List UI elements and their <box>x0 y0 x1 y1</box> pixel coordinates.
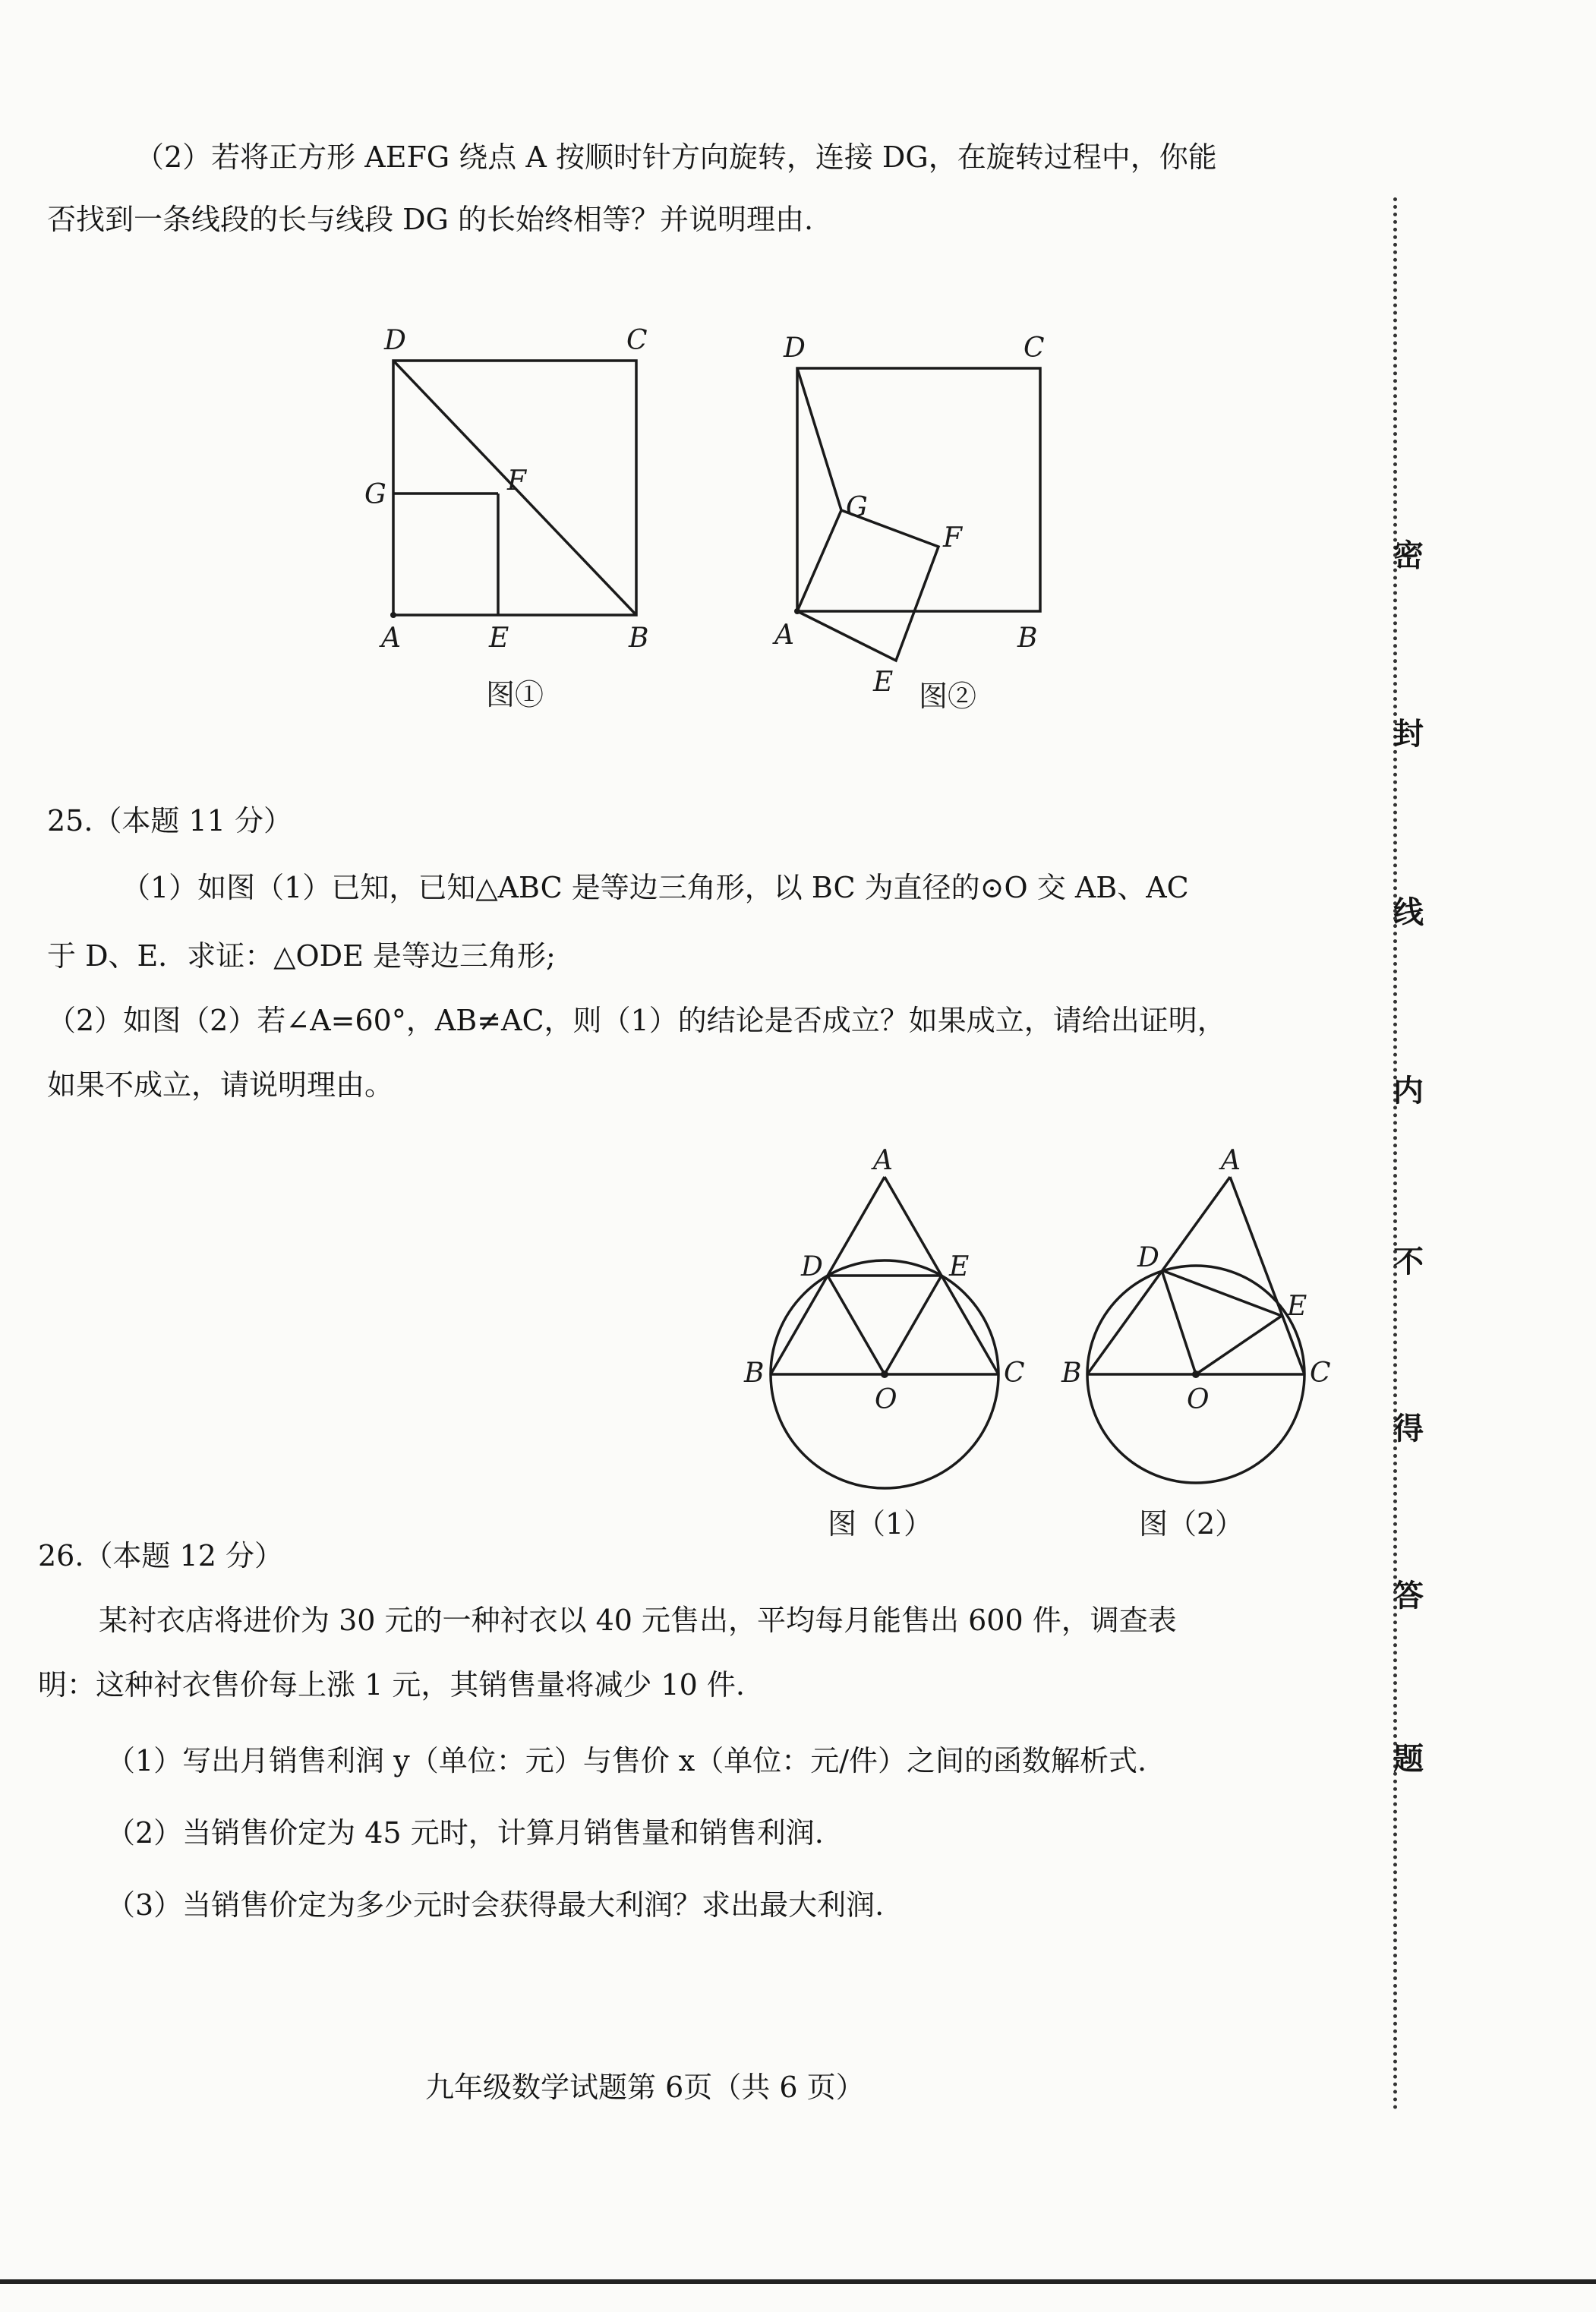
seal-char: 题 <box>1393 1741 1424 1777</box>
point-o-dot <box>1192 1370 1200 1378</box>
q26-part2: （2）当销售价定为 45 元时，计算月销售量和销售利润. <box>106 1816 824 1850</box>
figure-24-2 <box>752 326 1071 721</box>
label-b: B <box>744 1358 765 1389</box>
label-c: C <box>1004 1358 1025 1389</box>
label-b: B <box>1061 1358 1082 1389</box>
figure-24-1 <box>357 319 661 714</box>
seal-char: 不 <box>1393 1244 1424 1279</box>
square-aefg <box>797 510 938 661</box>
label-g: G <box>364 479 386 510</box>
label-d: D <box>1137 1242 1159 1273</box>
label-c: C <box>1310 1358 1331 1389</box>
label-e: E <box>873 667 894 698</box>
segment-oe <box>1196 1316 1282 1374</box>
bottom-rule <box>0 2279 1596 2284</box>
label-f: F <box>507 465 526 497</box>
caption-fig-24-2: 图② <box>919 680 977 713</box>
q25-part2-line1: （2）如图（2）若∠A=60°，AB≠AC，则（1）的结论是否成立？如果成立，请给出证明， <box>47 1004 1226 1037</box>
label-a: A <box>774 620 794 651</box>
q26-part3: （3）当销售价定为多少元时会获得最大利润？求出最大利润. <box>106 1888 885 1922</box>
q26-intro-line2: 明：这种衬衣售价每上涨 1 元，其销售量将减少 10 件. <box>38 1668 745 1702</box>
caption-fig-24-1: 图① <box>486 678 544 711</box>
point-o-dot <box>881 1370 888 1378</box>
segment-od <box>1162 1270 1196 1374</box>
seal-char: 得 <box>1393 1411 1424 1446</box>
label-d: D <box>384 325 406 356</box>
segment-ab <box>1087 1177 1230 1374</box>
q25-header: 25.（本题 11 分） <box>47 804 292 837</box>
segment-od <box>828 1276 885 1374</box>
segment-de <box>1162 1270 1282 1316</box>
label-a: A <box>1221 1147 1241 1176</box>
q26-part1: （1）写出月销售利润 y（单位：元）与售价 x（单位：元/件）之间的函数解析式. <box>106 1744 1147 1777</box>
caption-fig-25-2: 图（2） <box>1139 1507 1244 1541</box>
seal-char: 内 <box>1393 1073 1424 1109</box>
point-a-dot <box>390 612 396 618</box>
label-d: D <box>784 333 806 364</box>
label-o: O <box>875 1384 897 1415</box>
label-e: E <box>489 623 509 654</box>
label-a: A <box>873 1147 893 1176</box>
label-b: B <box>629 623 649 654</box>
label-d: D <box>801 1251 823 1282</box>
page-footer: 九年级数学试题第 6页（共 6 页） <box>425 2071 865 2104</box>
q24-part2-line1: （2）若将正方形 AEFG 绕点 A 按顺时针方向旋转，连接 DG，在旋转过程中，你能 <box>135 140 1217 174</box>
label-o: O <box>1187 1384 1210 1415</box>
figure-25-2 <box>1048 1147 1367 1541</box>
caption-fig-25-1: 图（1） <box>828 1507 933 1541</box>
seal-char: 封 <box>1393 716 1424 752</box>
segment-dg <box>797 368 841 510</box>
seal-char: 线 <box>1393 894 1424 930</box>
label-f: F <box>943 522 962 554</box>
q25-part1-line1: （1）如图（1）已知，已知△ABC 是等边三角形，以 BC 为直径的⊙O 交 AB、AC <box>121 871 1189 904</box>
label-c: C <box>626 325 648 356</box>
q26-header: 26.（本题 12 分） <box>38 1539 283 1572</box>
label-a: A <box>381 623 401 654</box>
q25-part1-line2: 于 D、E．求证：△ODE 是等边三角形; <box>47 939 556 973</box>
label-c: C <box>1024 333 1045 364</box>
point-a-dot <box>794 608 800 614</box>
label-g: G <box>846 492 868 523</box>
q26-intro-line1: 某衬衣店将进价为 30 元的一种衬衣以 40 元售出，平均每月能售出 600 件，调查表 <box>99 1604 1177 1637</box>
q25-part2-line2: 如果不成立，请说明理由。 <box>47 1068 394 1102</box>
label-e: E <box>949 1251 970 1282</box>
seal-char: 答 <box>1393 1578 1424 1613</box>
seal-char: 密 <box>1393 538 1424 573</box>
segment-oe <box>885 1276 942 1374</box>
seal-text-column <box>1374 531 1443 1822</box>
label-e: E <box>1287 1291 1307 1322</box>
q24-part2-line2: 否找到一条线段的长与线段 DG 的长始终相等？并说明理由. <box>47 203 814 236</box>
figure-25-1 <box>729 1147 1048 1541</box>
label-b: B <box>1017 623 1038 654</box>
